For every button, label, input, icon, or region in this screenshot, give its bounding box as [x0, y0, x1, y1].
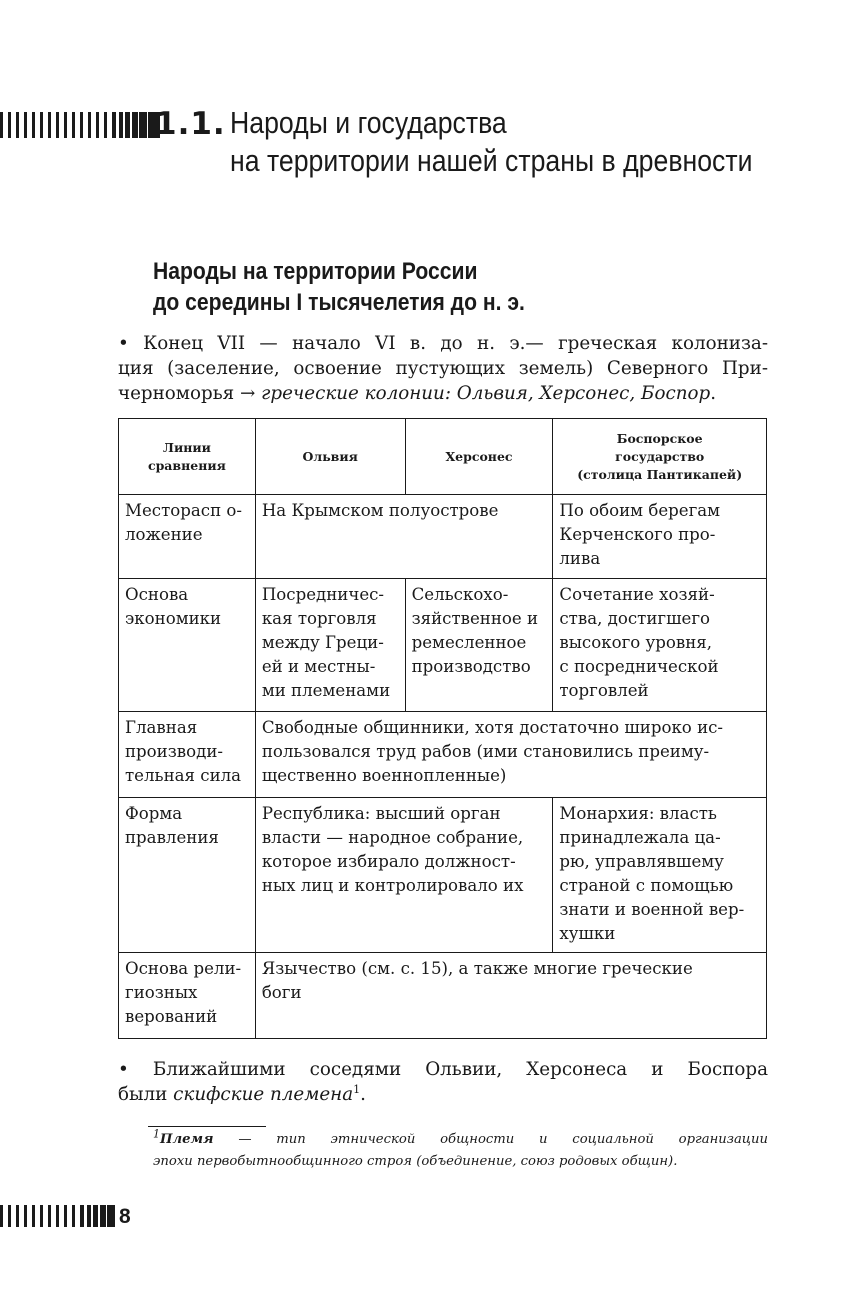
header-cell: Ольвия	[255, 419, 405, 495]
paragraph-line-end: .	[710, 383, 716, 404]
table-cell: Посредничес- кая торговля между Греци- ей и местны- ми племенами	[255, 579, 405, 712]
table-row	[119, 579, 767, 712]
table-row	[119, 495, 767, 579]
section-title-line-2: до середины I тысячелетия до н. э.	[153, 289, 525, 316]
table-row	[119, 712, 767, 798]
row-label: Основа экономики	[119, 579, 256, 712]
paragraph-colonization	[118, 331, 768, 406]
chapter-title-line-1: Народы и государства	[230, 105, 507, 140]
paragraph-line-start: черноморья →	[118, 383, 262, 404]
table-cell: Сельскохо- зяйственное и ремесленное производство	[405, 579, 553, 712]
paragraph-line: • Ближайшими соседями Ольвии, Херсонеса и Боспора	[118, 1059, 768, 1080]
page-number: 8	[119, 1205, 131, 1228]
footnote-term: Племя	[160, 1132, 214, 1147]
paragraph-neighbors	[118, 1057, 768, 1107]
footnote-divider	[148, 1126, 266, 1127]
row-label: Форма правления	[119, 798, 256, 953]
table-row	[119, 953, 767, 1039]
row-label: Месторасп о- ложение	[119, 495, 256, 579]
header-cell: Херсонес	[405, 419, 553, 495]
table-header-row	[119, 419, 767, 495]
chapter-decor-bars	[0, 112, 160, 138]
chapter-title	[230, 104, 752, 180]
table-cell: На Крымском полуострове	[255, 495, 553, 579]
header-cell: Линии сравнения	[119, 419, 256, 495]
table-cell: Сочетание хозяй- ства, достигшего высокого уровня, с посреднической торговлей	[553, 579, 767, 712]
table-row	[119, 798, 767, 953]
footnote-marker: 1	[153, 1127, 160, 1141]
footnote	[153, 1129, 768, 1173]
row-label: Главная производи- тельная сила	[119, 712, 256, 798]
section-title-line-1: Народы на территории России	[153, 258, 478, 285]
footnote-line: эпохи первобытнообщинного строя (объединение, союз родовых общин).	[153, 1154, 678, 1169]
scythian-tribes-term: скифские племена	[173, 1084, 354, 1105]
header-cell: Боспорское государство (столица Пантикапей)	[553, 419, 767, 495]
paragraph-line: были скифские племена$^1$.	[118, 1082, 366, 1105]
chapter-title-line-2: на территории нашей страны в древности	[230, 143, 753, 178]
page-number-decor-bars	[0, 1205, 115, 1227]
table-cell: Язычество (см. с. 15), а также многие греческие боги	[255, 953, 766, 1039]
table-cell: Монархия: власть принадлежала ца- рю, управлявшему страной с помощью знати и военной вер- хушки	[553, 798, 767, 953]
table-cell: По обоим берегам Керченского про- лива	[553, 495, 767, 579]
paragraph-line: • Конец VII — начало VI в. до н. э.— греческая колониза-	[118, 333, 768, 354]
footnote-ref: 1	[353, 1082, 361, 1096]
comparison-table	[118, 418, 767, 1039]
table-cell: Свободные общинники, хотя достаточно широко ис- пользовался труд рабов (ими становились преиму- щественно военнопленные)	[255, 712, 766, 798]
chapter-number: 1.1.	[155, 106, 226, 142]
footnote-line: $^1$Племя — тип этнической общности и социальной организации	[153, 1127, 768, 1147]
row-label: Основа рели- гиозных верований	[119, 953, 256, 1039]
paragraph-line	[118, 381, 768, 406]
table-cell: Республика: высший орган власти — народное собрание, которое избирало должност- ных лиц и контролировало их	[255, 798, 553, 953]
section-title	[153, 256, 525, 318]
colonies-list: греческие колонии: Ольвия, Херсонес, Боспор	[261, 383, 711, 404]
paragraph-line: ция (заселение, освоение пустующих земель) Северного При-	[118, 358, 768, 379]
